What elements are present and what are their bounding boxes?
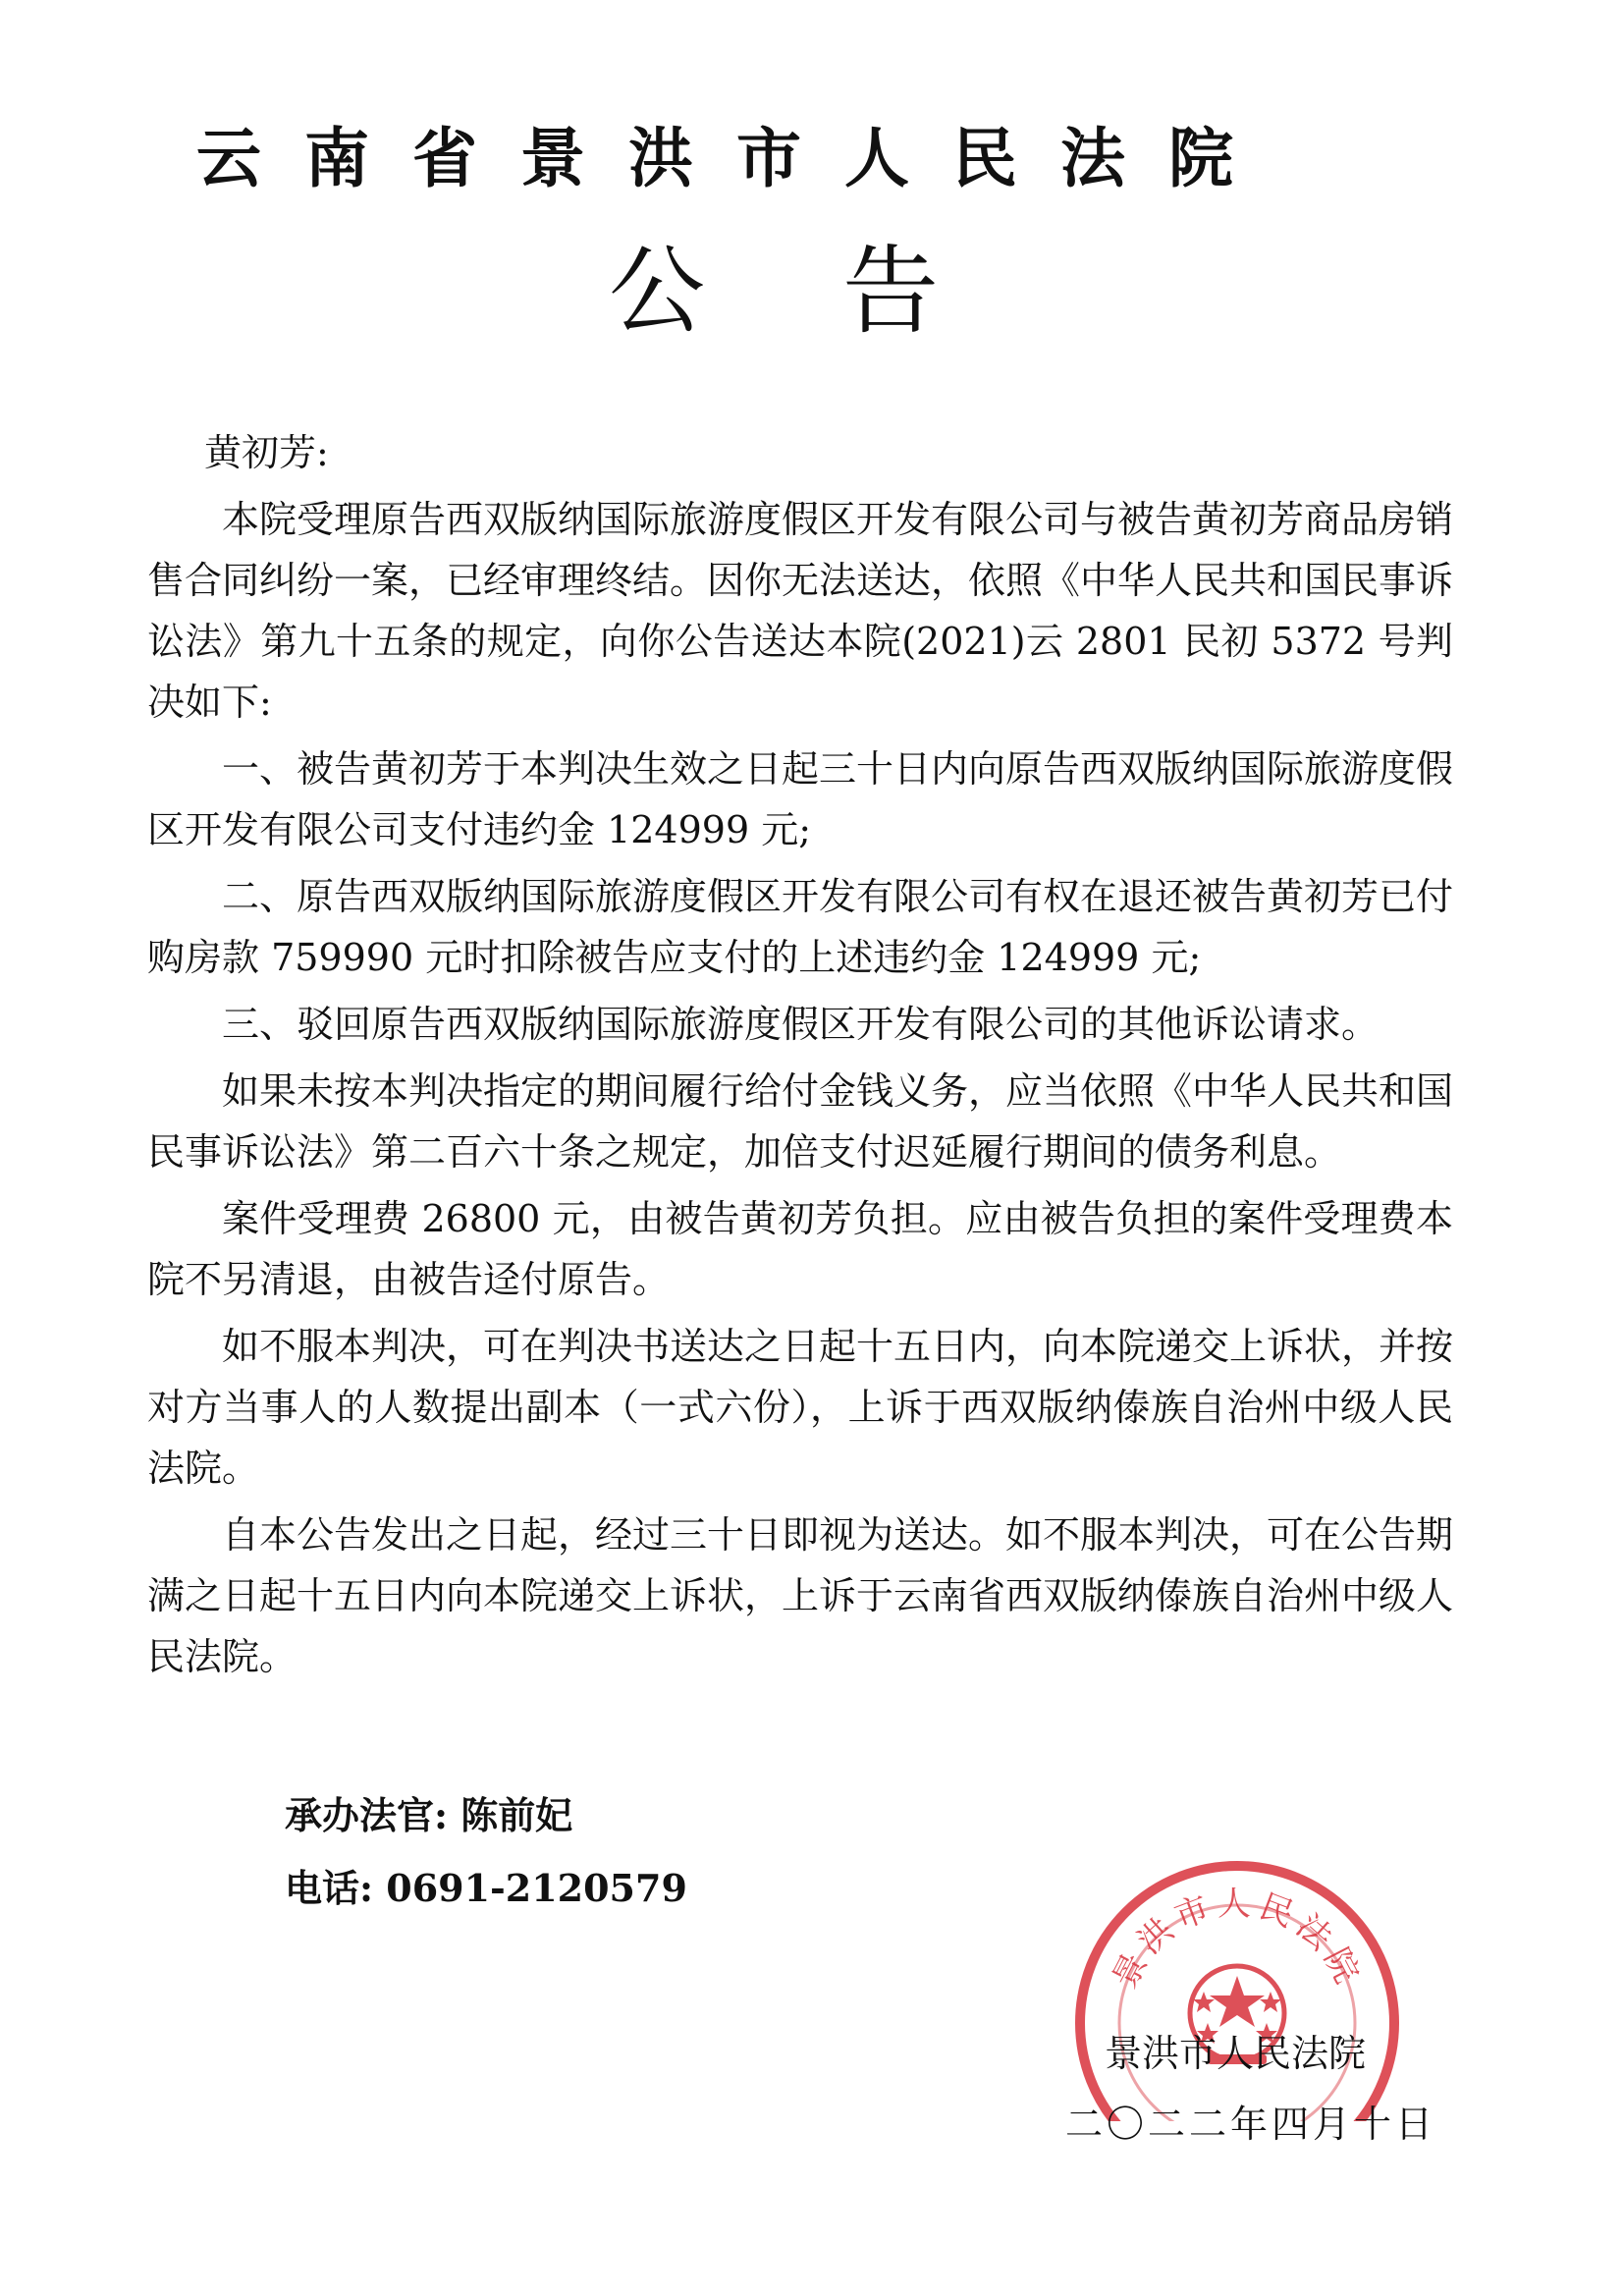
phone-label: 电话: <box>285 1866 374 1910</box>
paragraph-case-intro: 本院受理原告西双版纳国际旅游度假区开发有限公司与被告黄初芳商品房销售合同纠纷一案，已经审理终结。因你无法送达，依照《中华人民共和国民事诉讼法》第九十五条的规定，向你公告送达本院(2021)云 2801 民初 5372 号判决如下: <box>147 498 1454 724</box>
phone-line <box>285 1852 687 1925</box>
judge-name: 陈前妃 <box>460 1793 573 1837</box>
judge-label: 承办法官: <box>285 1793 449 1837</box>
paragraph-ruling-1: 一、被告黄初芳于本判决生效之日起三十日内向原告西双版纳国际旅游度假区开发有限公司支付违约金 124999 元; <box>147 747 1454 851</box>
signing-court: 景洪市人民法院 <box>1105 2032 1367 2075</box>
paragraph-court-fee: 案件受理费 26800 元，由被告黄初芳负担。应由被告负担的案件受理费本院不另清退，由被告迳付原告。 <box>147 1197 1453 1301</box>
paragraph-appeal-rights: 如不服本判决，可在判决书送达之日起十五日内，向本院递交上诉状，并按对方当事人的人数提出副本（一式六份），上诉于西双版纳傣族自治州中级人民法院。 <box>147 1325 1454 1490</box>
paragraph-service-notice: 自本公告发出之日起，经过三十日即视为送达。如不服本判决，可在公告期满之日起十五日内向本院递交上诉状，上诉于云南省西双版纳傣族自治州中级人民法院。 <box>147 1513 1454 1678</box>
phone-number: 0691-2120579 <box>386 1866 687 1910</box>
signing-date: 二〇二二年四月十日 <box>1065 2103 1437 2146</box>
court-name-heading: 云南省景洪市人民法院 <box>196 120 1276 196</box>
paragraph-delay-interest: 如果未按本判决指定的期间履行给付金钱义务，应当依照《中华人民共和国民事诉讼法》第二百六十条之规定，加倍支付迟延履行期间的债务利息。 <box>147 1069 1454 1174</box>
seal-text: 景洪市人民法院 <box>1105 1885 1370 1995</box>
court-seal-stamp <box>1060 1846 1404 2121</box>
announcement-body <box>147 422 1453 1693</box>
announcement-title: 公告 <box>609 236 1077 348</box>
judge-line <box>285 1779 687 1852</box>
contact-block <box>285 1779 687 1925</box>
addressee: 黄初芳: <box>204 431 329 474</box>
paragraph-ruling-3: 三、驳回原告西双版纳国际旅游度假区开发有限公司的其他诉讼请求。 <box>222 1003 1380 1046</box>
paragraph-ruling-2: 二、原告西双版纳国际旅游度假区开发有限公司有权在退还被告黄初芳已付购房款 759990 元时扣除被告应支付的上述违约金 124999 元; <box>147 875 1454 979</box>
